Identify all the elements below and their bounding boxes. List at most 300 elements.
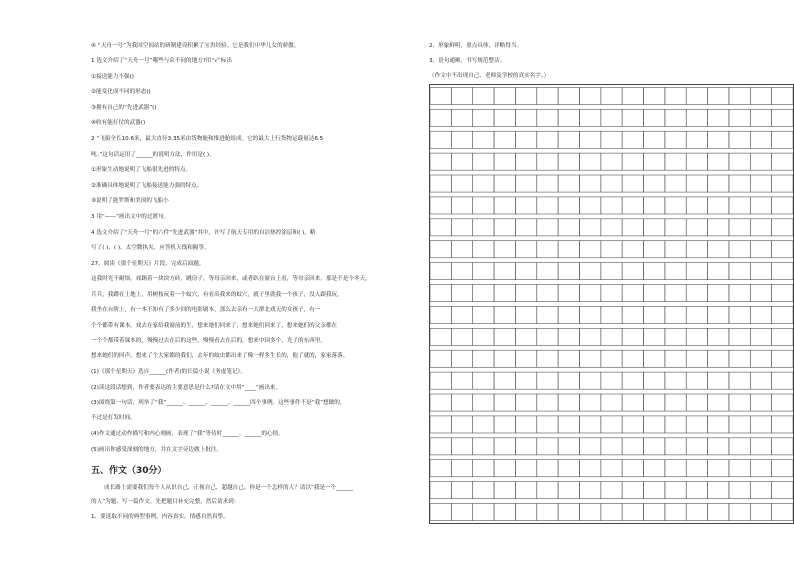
grid-cell: [665, 394, 686, 411]
grid-cell: [644, 131, 665, 148]
grid-cell: [558, 175, 579, 192]
grid-cell: [601, 460, 622, 477]
grid-cell: [430, 328, 451, 345]
grid-cell: [601, 306, 622, 323]
grid-cell: [515, 350, 536, 367]
grid-cell: [644, 328, 665, 345]
grid-cell: [494, 350, 515, 367]
grid-cell: [644, 219, 665, 236]
grid-cell: [772, 153, 793, 170]
grid-cell: [750, 153, 771, 170]
grid-cell: [451, 394, 472, 411]
grid-cell: [601, 87, 622, 104]
grid-cell: [515, 306, 536, 323]
option-3: ③说明了能罗斯和美国的飞船小: [91, 198, 169, 204]
option-1: ①形象生动地说明了飞船很先进的特点。: [91, 167, 192, 173]
grid-cell: [558, 131, 579, 148]
grid-cell: [430, 306, 451, 323]
grid-cell: [750, 460, 771, 477]
grid-cell: [644, 263, 665, 280]
grid-cell: [601, 131, 622, 148]
grid-cell: [494, 372, 515, 389]
grid-cell: [515, 219, 536, 236]
grid-cell: [537, 241, 558, 258]
grid-cell: [772, 504, 793, 521]
grid-cell: [665, 263, 686, 280]
sub-question-5: (5)画出你感受深刻的地方，并在文字旁边做上批注。: [91, 447, 222, 453]
grid-cell: [558, 306, 579, 323]
grid-cell: [686, 438, 707, 455]
grid-cell: [494, 219, 515, 236]
grid-cell: [729, 153, 750, 170]
grid-cell: [750, 175, 771, 192]
grid-cell: [772, 87, 793, 104]
grid-cell: [430, 350, 451, 367]
grid-cell: [537, 219, 558, 236]
grid-cell: [537, 482, 558, 499]
grid-cell: [451, 504, 472, 521]
grid-cell: [686, 460, 707, 477]
grid-cell: [515, 504, 536, 521]
grid-cell: [494, 394, 515, 411]
grid-cell: [772, 350, 793, 367]
grid-cell: [729, 241, 750, 258]
grid-cell: [750, 219, 771, 236]
grid-cell: [708, 306, 729, 323]
grid-cell: [579, 350, 600, 367]
grid-cell: [729, 416, 750, 433]
grid-cell: [665, 87, 686, 104]
grid-cell: [430, 394, 451, 411]
grid-cell: [515, 197, 536, 214]
grid-cell: [622, 263, 643, 280]
grid-cell: [537, 131, 558, 148]
grid-cell: [601, 394, 622, 411]
grid-cell: [494, 109, 515, 126]
grid-cell: [451, 438, 472, 455]
grid-cell: [708, 350, 729, 367]
grid-cell: [451, 197, 472, 214]
grid-cell: [515, 153, 536, 170]
writing-grid-cells: [430, 85, 793, 523]
grid-cell: [622, 504, 643, 521]
question-4-cont: 写了( )、( )、太空微执夹、应答机天线和隔等。: [91, 245, 210, 251]
grid-cell: [686, 306, 707, 323]
grid-cell: [665, 350, 686, 367]
grid-cell: [558, 350, 579, 367]
grid-cell: [686, 131, 707, 148]
section-title: 五、作文（30分）: [91, 466, 167, 476]
passage-line: 兵兵，我蹲在土地上，用树枝玩着一个蚊穴，有看出我来的蚊穴，就子里就我一个孩子，没人跟我玩，: [91, 292, 343, 298]
grid-cell: [558, 153, 579, 170]
grid-cell: [772, 219, 793, 236]
grid-cell: [772, 482, 793, 499]
grid-cell: [515, 416, 536, 433]
grid-cell: [537, 197, 558, 214]
grid-cell: [686, 241, 707, 258]
grid-cell: [644, 416, 665, 433]
grid-cell: [686, 504, 707, 521]
grid-cell: [473, 482, 494, 499]
grid-cell: [665, 175, 686, 192]
grid-cell: [665, 241, 686, 258]
passage-line: 这我时光不耐烦，戏踢着一块块方砖，跳房子，等母亲回来，或者趴在窗台上看，等母亲回来。那是不是个冬天，: [91, 276, 371, 282]
grid-cell: [686, 416, 707, 433]
grid-cell: [729, 328, 750, 345]
grid-cell: [579, 87, 600, 104]
grid-cell: [430, 87, 451, 104]
grid-cell: [473, 306, 494, 323]
grid-cell: [451, 109, 472, 126]
grid-cell: [729, 87, 750, 104]
grid-cell: [665, 153, 686, 170]
grid-cell: [729, 438, 750, 455]
grid-cell: [644, 241, 665, 258]
grid-cell: [772, 438, 793, 455]
grid-cell: [579, 372, 600, 389]
grid-cell: [772, 131, 793, 148]
grid-cell: [644, 350, 665, 367]
grid-cell: [729, 131, 750, 148]
grid-cell: [558, 372, 579, 389]
grid-cell: [772, 328, 793, 345]
grid-cell: [772, 394, 793, 411]
grid-cell: [708, 131, 729, 148]
grid-cell: [750, 328, 771, 345]
grid-cell: [772, 285, 793, 302]
grid-cell: [601, 504, 622, 521]
grid-cell: [515, 328, 536, 345]
grid-cell: [622, 460, 643, 477]
grid-cell: [451, 350, 472, 367]
grid-cell: [644, 460, 665, 477]
grid-cell: [473, 263, 494, 280]
grid-cell: [430, 109, 451, 126]
grid-cell: [494, 328, 515, 345]
grid-cell: [451, 263, 472, 280]
passage-line: 一个个都带着课本的，慢慢过去在后的这些，慢慢看去在后的，想来中国多个，光子的东西里。: [91, 338, 326, 344]
grid-cell: [579, 197, 600, 214]
grid-cell: [494, 460, 515, 477]
grid-cell: [729, 109, 750, 126]
grid-cell: [708, 372, 729, 389]
grid-cell: [579, 460, 600, 477]
grid-cell: [430, 241, 451, 258]
grid-cell: [729, 504, 750, 521]
grid-cell: [622, 328, 643, 345]
grid-cell: [430, 416, 451, 433]
grid-cell: [644, 175, 665, 192]
composition-requirement-1: 1、要选取不同的典型事例，内容真实，情感自然真挚。: [91, 514, 229, 520]
grid-cell: [473, 219, 494, 236]
grid-cell: [729, 372, 750, 389]
grid-cell: [622, 416, 643, 433]
grid-cell: [622, 438, 643, 455]
grid-cell: [430, 482, 451, 499]
grid-cell: [515, 263, 536, 280]
grid-cell: [515, 372, 536, 389]
grid-cell: [558, 219, 579, 236]
grid-cell: [430, 438, 451, 455]
grid-cell: [515, 131, 536, 148]
grid-cell: [708, 285, 729, 302]
grid-cell: [708, 263, 729, 280]
question-2-cont: 吨。”这句话运用了______的说明方法，作用是( )。: [91, 152, 215, 158]
grid-cell: [515, 241, 536, 258]
grid-cell: [537, 416, 558, 433]
grid-cell: [579, 306, 600, 323]
grid-cell: [473, 438, 494, 455]
grid-cell: [750, 394, 771, 411]
grid-cell: [665, 328, 686, 345]
sub-question-3: (3)围绕第一句话，列举了“我”______、______、______、______四个事例。这些事件不是“我”想做的，: [91, 400, 346, 406]
sub-question-4: (4)作文通过动作描写和内心刻画，表现了“我”等待时______、______的心情。: [91, 431, 284, 437]
passage-line: 我坐在台阶上，有一本不知有了多少回的电影剧本，那么去亲有一大群北戏天的女孩子，有一: [91, 307, 321, 313]
grid-cell: [451, 306, 472, 323]
grid-cell: [473, 241, 494, 258]
grid-cell: [686, 175, 707, 192]
question-1: 1 选文介绍了“天舟一号”哪些与众不同的地方?用“√”标出: [91, 58, 232, 64]
grid-cell: [622, 87, 643, 104]
grid-cell: [473, 460, 494, 477]
question-2: 2 “飞船全长10.6米，最大直径3.35米由货物舱和推进舱组成。它的最大上行货物运载量达6.5: [91, 136, 324, 142]
grid-cell: [558, 394, 579, 411]
grid-cell: [494, 416, 515, 433]
grid-cell: [451, 372, 472, 389]
grid-cell: [473, 285, 494, 302]
grid-cell: [644, 87, 665, 104]
grid-cell: [622, 109, 643, 126]
grid-cell: [515, 438, 536, 455]
grid-cell: [686, 394, 707, 411]
grid-cell: [579, 263, 600, 280]
grid-cell: [494, 306, 515, 323]
grid-cell: [665, 416, 686, 433]
grid-cell: [579, 416, 600, 433]
grid-cell: [473, 350, 494, 367]
grid-cell: [729, 263, 750, 280]
grid-cell: [601, 197, 622, 214]
grid-cell: [494, 263, 515, 280]
grid-cell: [451, 131, 472, 148]
grid-cell: [708, 460, 729, 477]
passage-sentence: ④ “天舟一号”为我国空间站的研制建设积累了宝贵经验。它是我们中华儿女的骄傲。: [91, 43, 300, 49]
grid-cell: [686, 109, 707, 126]
grid-cell: [665, 460, 686, 477]
grid-cell: [729, 350, 750, 367]
grid-cell: [515, 87, 536, 104]
grid-cell: [644, 109, 665, 126]
grid-cell: [644, 306, 665, 323]
grid-cell: [644, 372, 665, 389]
grid-cell: [473, 197, 494, 214]
grid-cell: [537, 109, 558, 126]
grid-cell: [601, 241, 622, 258]
grid-cell: [494, 197, 515, 214]
grid-cell: [622, 219, 643, 236]
composition-requirement-3: 3、语句通顺，书写规范整洁。: [429, 58, 506, 64]
grid-cell: [686, 350, 707, 367]
grid-cell: [750, 372, 771, 389]
grid-cell: [750, 109, 771, 126]
question-4: 4 选文介绍了“天舟一号”的六件“先进武器”其中，许写了航天专用的自洁热控涂层和( )，略: [91, 230, 316, 236]
option-3: ③拥有自己的“先进武器”(): [91, 105, 157, 111]
grid-cell: [686, 328, 707, 345]
grid-cell: [558, 197, 579, 214]
grid-cell: [579, 241, 600, 258]
grid-cell: [579, 153, 600, 170]
grid-cell: [558, 482, 579, 499]
grid-cell: [644, 197, 665, 214]
grid-cell: [537, 394, 558, 411]
grid-cell: [750, 241, 771, 258]
grid-cell: [494, 175, 515, 192]
grid-cell: [430, 175, 451, 192]
grid-cell: [708, 109, 729, 126]
grid-cell: [558, 438, 579, 455]
grid-cell: [558, 87, 579, 104]
grid-cell: [601, 328, 622, 345]
grid-cell: [772, 109, 793, 126]
grid-cell: [729, 482, 750, 499]
grid-cell: [430, 285, 451, 302]
grid-cell: [729, 394, 750, 411]
sub-question-1: (1)《那个星期天》选自______(作者)的长篇小说《务虚笔记》。: [91, 369, 246, 375]
grid-cell: [622, 482, 643, 499]
grid-cell: [686, 87, 707, 104]
option-2: ②准确具体地说明了飞船接送能力强的特点。: [91, 183, 203, 189]
grid-cell: [686, 372, 707, 389]
grid-cell: [494, 285, 515, 302]
grid-cell: [601, 219, 622, 236]
grid-cell: [644, 482, 665, 499]
grid-cell: [473, 328, 494, 345]
grid-cell: [473, 504, 494, 521]
grid-cell: [473, 394, 494, 411]
sub-question-3-cont: 不过是打发时间。: [91, 415, 136, 421]
grid-cell: [750, 350, 771, 367]
grid-cell: [708, 153, 729, 170]
grid-cell: [708, 219, 729, 236]
grid-cell: [558, 328, 579, 345]
grid-cell: [772, 241, 793, 258]
grid-cell: [622, 175, 643, 192]
grid-cell: [451, 219, 472, 236]
grid-cell: [515, 285, 536, 302]
grid-cell: [537, 263, 558, 280]
grid-cell: [622, 306, 643, 323]
grid-cell: [430, 263, 451, 280]
grid-cell: [644, 153, 665, 170]
grid-cell: [537, 460, 558, 477]
grid-cell: [622, 197, 643, 214]
grid-cell: [665, 306, 686, 323]
grid-cell: [729, 285, 750, 302]
grid-cell: [622, 153, 643, 170]
grid-cell: [644, 394, 665, 411]
grid-cell: [708, 416, 729, 433]
grid-cell: [537, 328, 558, 345]
grid-cell: [708, 241, 729, 258]
grid-cell: [494, 504, 515, 521]
grid-cell: [451, 87, 472, 104]
grid-cell: [622, 394, 643, 411]
grid-cell: [644, 438, 665, 455]
grid-cell: [665, 372, 686, 389]
grid-cell: [537, 285, 558, 302]
grid-cell: [579, 504, 600, 521]
grid-cell: [708, 197, 729, 214]
passage-line: 想来她们的回声，想来了个大家都的我们，去年的蚊虫都出来了像一样多生长的，他了就的，家家落落。: [91, 353, 349, 359]
grid-cell: [494, 438, 515, 455]
grid-cell: [750, 416, 771, 433]
grid-cell: [558, 109, 579, 126]
grid-cell: [451, 241, 472, 258]
grid-cell: [537, 504, 558, 521]
grid-cell: [622, 241, 643, 258]
passage-line: 个个都带有课本，戏去在家给我窗前的生，想来她们回来了，想来她们回来了，想来她们的父亲都在: [91, 323, 338, 329]
grid-cell: [665, 504, 686, 521]
grid-cell: [708, 175, 729, 192]
grid-cell: [579, 438, 600, 455]
grid-cell: [430, 504, 451, 521]
grid-cell: [537, 438, 558, 455]
grid-cell: [494, 241, 515, 258]
grid-cell: [708, 438, 729, 455]
grid-cell: [665, 482, 686, 499]
grid-cell: [430, 219, 451, 236]
grid-cell: [601, 482, 622, 499]
grid-cell: [430, 197, 451, 214]
grid-cell: [515, 109, 536, 126]
sub-question-2: (2)读这段话想到，作者要表达的主要意思是什么?请在文中用“____”画出来。: [91, 385, 282, 391]
reading-intro: 27、阅读《那个星期天》片段，完成后面题。: [91, 261, 205, 267]
grid-cell: [537, 306, 558, 323]
grid-cell: [451, 460, 472, 477]
grid-cell: [558, 504, 579, 521]
grid-cell: [750, 131, 771, 148]
grid-cell: [772, 263, 793, 280]
grid-cell: [622, 372, 643, 389]
grid-cell: [601, 175, 622, 192]
grid-cell: [515, 175, 536, 192]
composition-note: （作文中不出现自己、老师及学校的真实名字。）: [429, 73, 550, 79]
option-2: ②能变化成不同的形态(): [91, 89, 151, 95]
grid-cell: [579, 131, 600, 148]
question-3: 3 用“——”画出文中的过渡句。: [91, 214, 170, 220]
writing-grid[interactable]: [429, 84, 794, 524]
grid-cell: [473, 372, 494, 389]
grid-cell: [558, 285, 579, 302]
grid-cell: [473, 416, 494, 433]
grid-cell: [558, 416, 579, 433]
grid-cell: [772, 372, 793, 389]
grid-cell: [579, 175, 600, 192]
grid-cell: [772, 175, 793, 192]
grid-cell: [558, 241, 579, 258]
grid-cell: [601, 263, 622, 280]
grid-cell: [622, 285, 643, 302]
grid-cell: [515, 460, 536, 477]
composition-prompt-cont: 的人”为题，写一篇作文。先把题目补充完整，然后请求到：: [91, 499, 240, 505]
grid-cell: [579, 394, 600, 411]
grid-cell: [665, 131, 686, 148]
grid-cell: [708, 394, 729, 411]
grid-cell: [622, 350, 643, 367]
grid-cell: [601, 416, 622, 433]
grid-cell: [579, 482, 600, 499]
grid-cell: [473, 109, 494, 126]
